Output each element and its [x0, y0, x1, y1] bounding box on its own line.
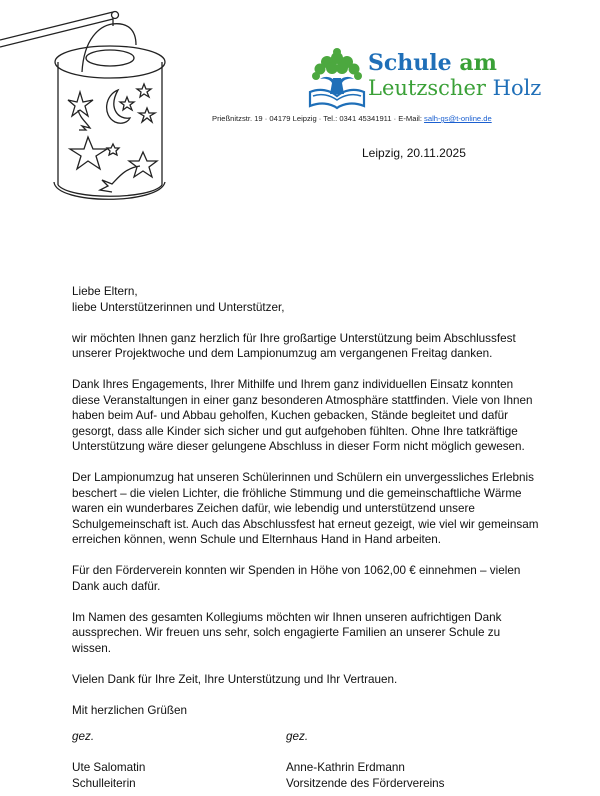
- logo-text-line-1: Schule am: [368, 50, 497, 76]
- signature-role: Vorsitzende des Fördervereins: [286, 776, 445, 790]
- paragraph-closing-thanks: Vielen Dank für Ihre Zeit, Ihre Unterstützung und Ihr Vertrauen.: [72, 672, 398, 686]
- salutation-line-2: liebe Unterstützerinnen und Unterstützer,: [72, 300, 285, 314]
- paragraph-lampionumzug: Der Lampionumzug hat unseren Schülerinnen und Schülern ein unvergessliches Erlebnis beschert – die vielen Lichter, die fröhliche Stimmung und die gemeinschaftliche Wärme waren ein wunderbares Zeichen dafür, wie lebendig und unterstützend unsere Schulgemeinschaft ist. Auch das Abschlussfest hat erneut gezeigt, wie viel wir gemeinsam erreichen können, wenn Schule und Elternhaus Hand in Hand arbeiten.: [72, 471, 539, 546]
- logo-text-line-2: Leutzscher Holz: [368, 76, 542, 100]
- paragraph-engagement: Dank Ihres Engagements, Ihrer Mithilfe und Ihrem ganz individuellen Einsatz konnten diese Veranstaltungen in einer ganz besonderen Atmosphäre stattfinden. Viele von Ihnen haben beim Auf- und Abbau geholfen, Kuchen gebacken, Stände begleitet und dafür gesorgt, dass alle Kinder sich sicher und gut aufgehoben fühlten. Ohne Ihre tatkräftige Unterstützung wäre dieser gelungene Abschluss in dieser Form nicht möglich gewesen.: [72, 378, 533, 453]
- signature-gez: gez.: [286, 730, 309, 743]
- signature-name: Ute Salomatin: [72, 761, 146, 774]
- paragraph-thanks: wir möchten Ihnen ganz herzlich für Ihre großartige Unterstützung beim Abschlussfest unserer Projektwoche und dem Lampionumzug am vergangenen Freitag danken.: [72, 331, 516, 360]
- tree-book-logo-icon: [308, 48, 366, 110]
- lantern-illustration: [0, 0, 200, 210]
- school-logo: [308, 48, 542, 110]
- paragraph-donations: Für den Förderverein konnten wir Spenden in Höhe von 1062,00 € einnehmen – vielen Dank auch dafür.: [72, 564, 521, 593]
- signature-role: Schulleiterin: [72, 776, 136, 790]
- closing-greeting: Mit herzlichen Grüßen: [72, 703, 187, 717]
- signature-gez: gez.: [72, 730, 95, 743]
- salutation: [72, 284, 542, 315]
- signature-name: Anne-Kathrin Erdmann: [286, 761, 405, 774]
- address-text: Prießnitzstr. 19 · 04179 Leipzig · Tel.: 0341 45341911 · E-Mail:: [212, 114, 425, 123]
- letter-date: Leipzig, 20.11.2025: [362, 146, 466, 160]
- school-address: [212, 114, 492, 123]
- email-link[interactable]: salh-gs@t-online.de: [424, 114, 492, 123]
- letter-body: [72, 284, 542, 734]
- paragraph-kollegium: Im Namen des gesamten Kollegiums möchten wir Ihnen unseren aufrichtigen Dank aussprechen. Wir freuen uns sehr, solch engagierte Familien an unserer Schule zu wissen.: [72, 610, 502, 655]
- salutation-line-1: Liebe Eltern,: [72, 285, 138, 298]
- signature-right: [286, 729, 445, 791]
- signature-left: [72, 729, 145, 791]
